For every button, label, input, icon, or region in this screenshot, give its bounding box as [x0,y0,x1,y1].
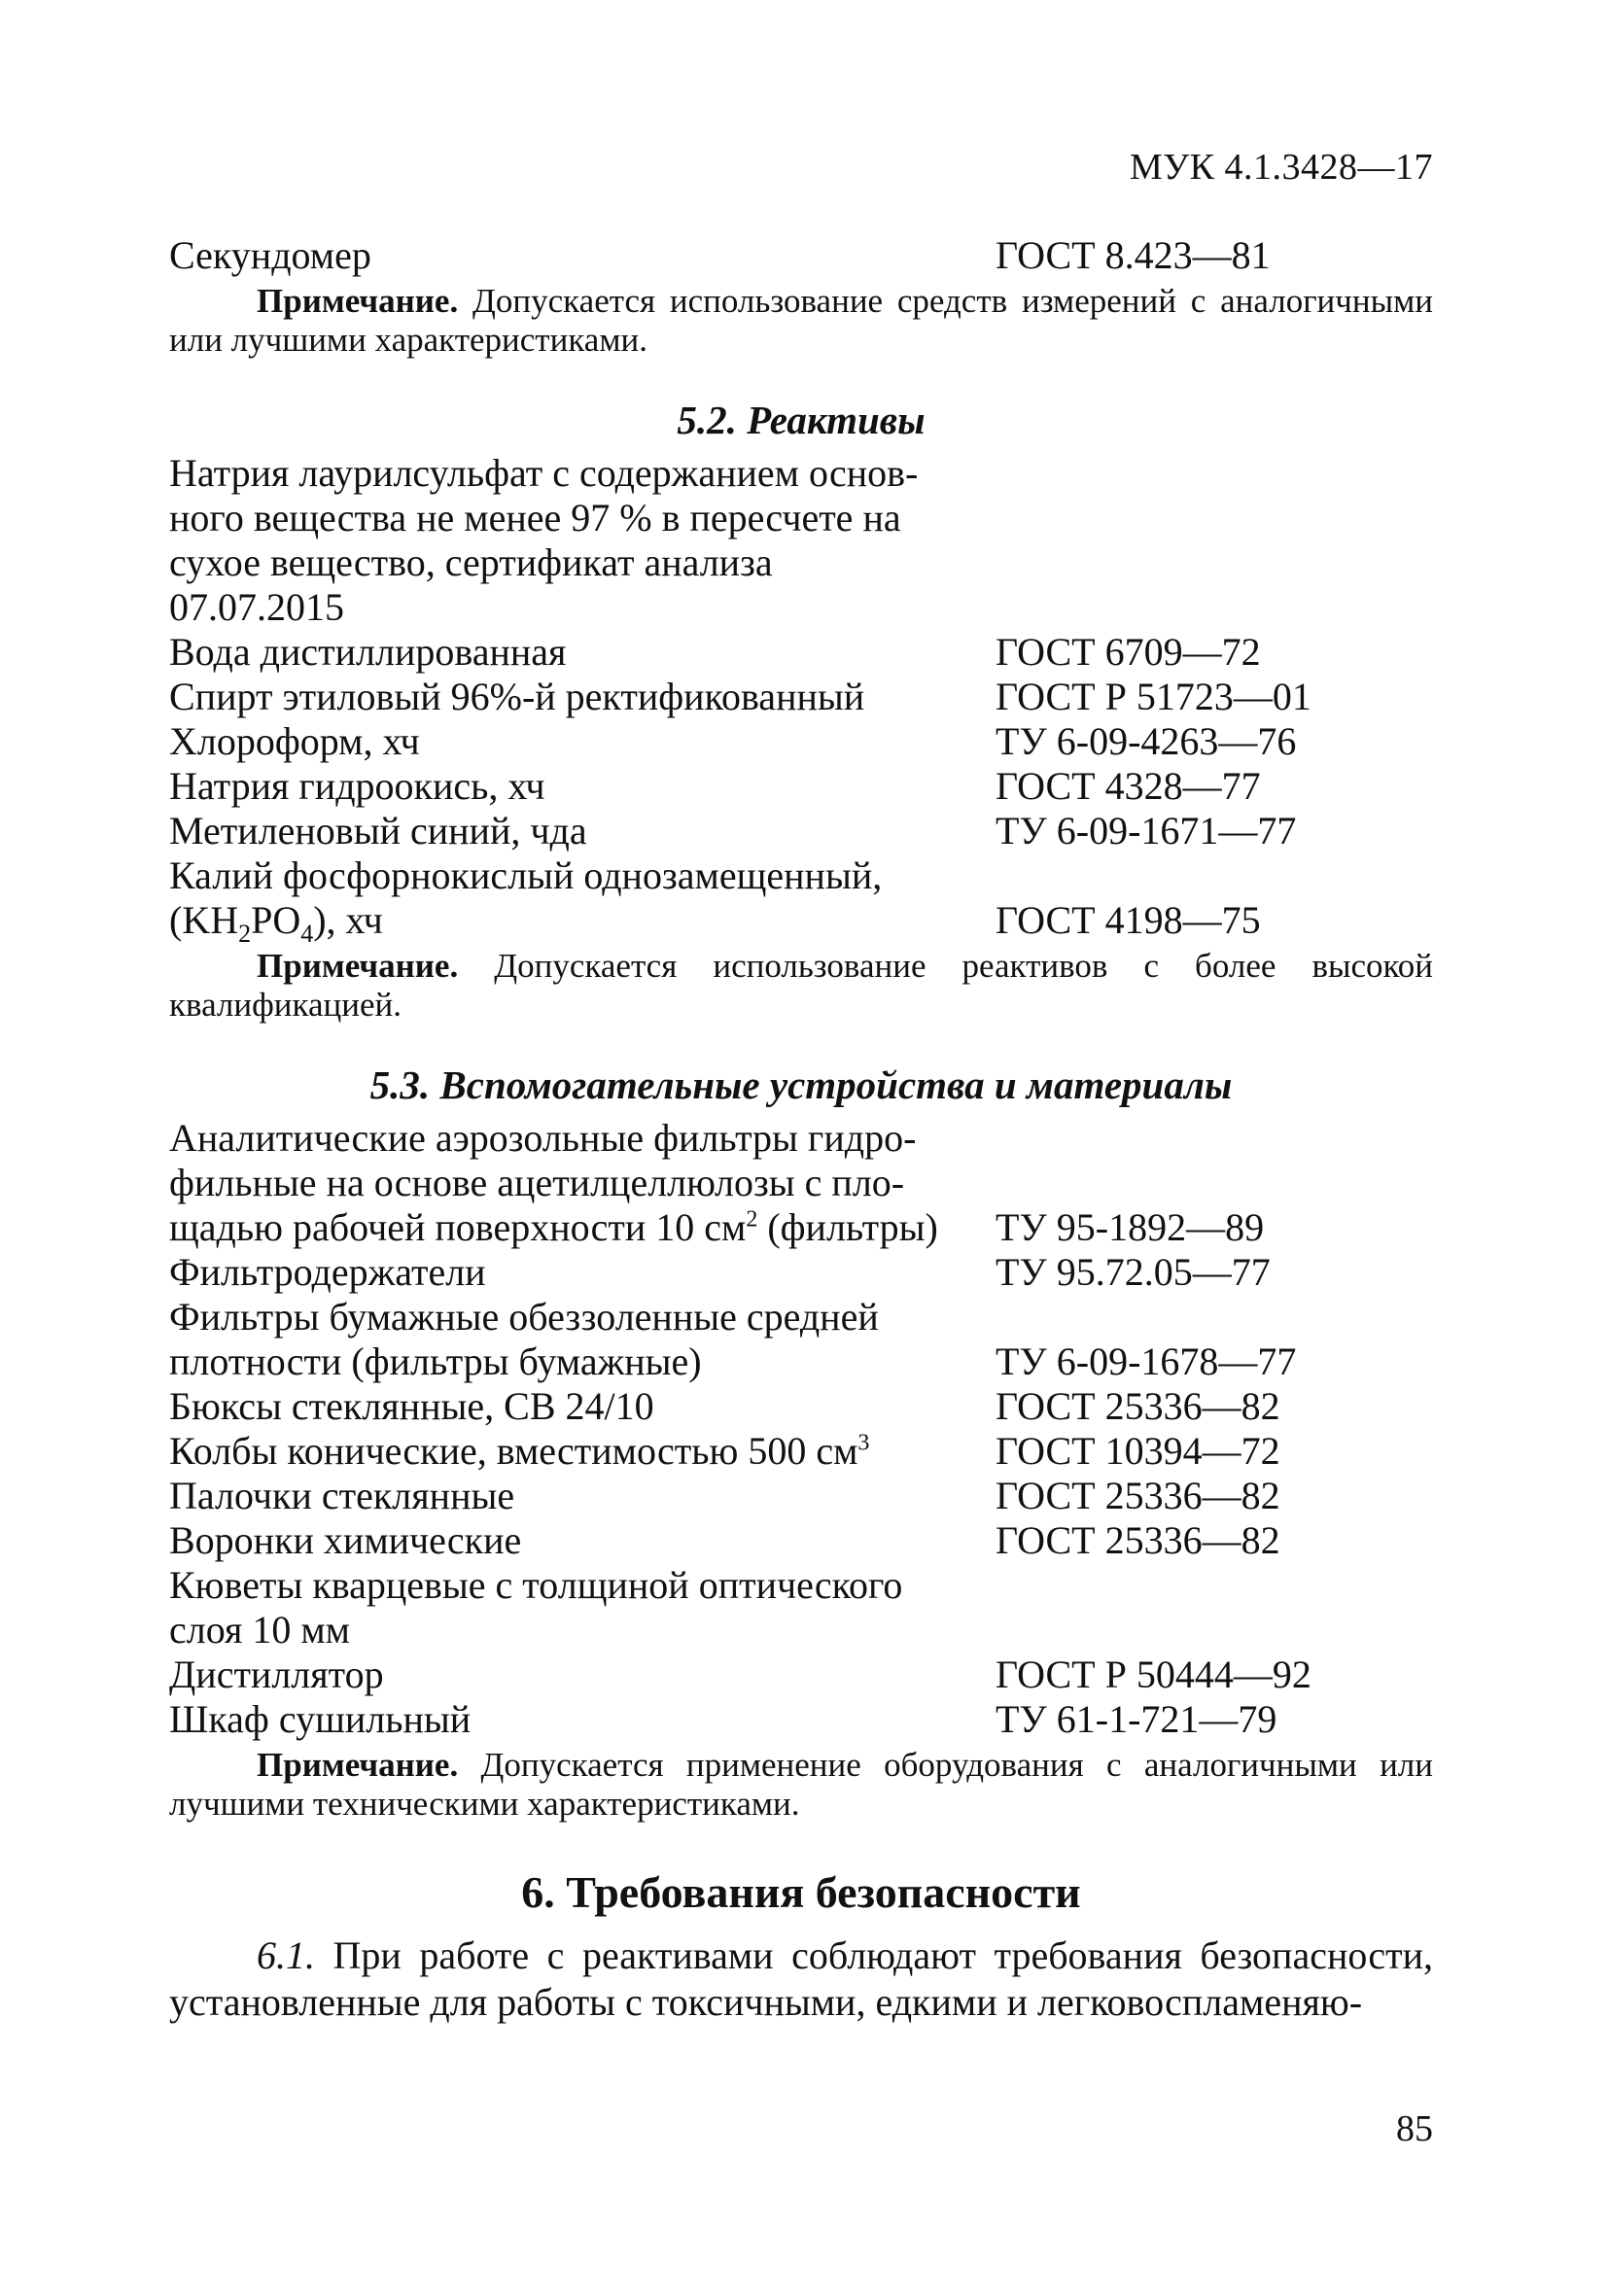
formula-part: ), хч [313,898,383,942]
subsection-title-auxiliary: 5.3. Вспомогательные устройства и материалы [369,1062,1233,1107]
reagent-row [169,764,1433,809]
reagent-name: Метиленовый синий, чда [169,809,587,852]
reagent-name [169,451,996,630]
material-name: Воронки химические [169,1518,522,1562]
material-name: слоя 10 мм [169,1608,350,1652]
reagent-row [169,630,1433,675]
reagent-row [169,898,1433,948]
reagent-name-line: сухое вещество, сертификат анализа [169,540,773,584]
material-name: Шкаф сушильный [169,1697,472,1741]
reagent-row [169,451,1433,630]
formula-subscript: 4 [300,920,314,948]
material-row [169,1161,1433,1205]
reagent-name: Вода дистиллированная [169,630,567,674]
reagent-standard: ТУ 6-09-1671—77 [996,809,1297,852]
equipment-name: Секундомер [169,233,371,277]
material-row [169,1116,1433,1161]
material-name: фильные на основе ацетилцеллюлозы с пло- [169,1161,905,1204]
reagent-name: Калий фосфорнокислый однозамещенный, [169,853,883,897]
reagent-standard: ТУ 6-09-4263—76 [996,719,1297,763]
material-name: Фильтродержатели [169,1250,486,1294]
material-standard: ГОСТ 25336—82 [996,1474,1280,1517]
material-name-part: (фильтры) [757,1205,938,1249]
reagent-standard: ГОСТ 6709—72 [996,630,1261,674]
material-row [169,1205,1433,1250]
material-name-part: щадью рабочей поверхности 10 см [169,1205,747,1249]
material-row [169,1563,1433,1608]
reagent-name-line: ного вещества не менее 97 % в пересчете на [169,496,901,539]
material-standard: ГОСТ Р 50444—92 [996,1652,1311,1696]
material-name [169,1205,996,1250]
reagent-standard: ГОСТ 4198—75 [996,898,1261,942]
superscript: 3 [857,1430,870,1456]
reagent-name-line: Натрия лаурилсульфат с содержанием основ- [169,451,919,495]
material-name: Аналитические аэрозольные фильтры гидро- [169,1116,917,1160]
material-name [169,1429,996,1474]
material-row [169,1339,1433,1384]
material-row [169,1295,1433,1339]
reagent-row [169,809,1433,853]
paragraph-number: 6.1. [257,1933,315,1977]
material-row [169,1652,1433,1697]
note-text: Допускается применение оборудования с аналогичными или лучшими техническими характеристиками. [169,1746,1433,1823]
material-name: Кюветы кварцевые с толщиной оптического [169,1563,903,1607]
note-label: Примечание. [257,1746,459,1784]
document-code-header: МУК 4.1.3428—17 [1129,147,1433,188]
material-standard: ГОСТ 10394—72 [996,1429,1280,1473]
note-label: Примечание. [257,947,459,985]
material-name: Дистиллятор [169,1652,384,1696]
note-measurement-instruments [169,282,1433,360]
reagent-standard: ГОСТ 4328—77 [996,764,1261,808]
material-standard: ГОСТ 25336—82 [996,1384,1280,1428]
material-standard: ГОСТ 25336—82 [996,1518,1280,1562]
page-content [169,233,1433,2026]
material-standard: ТУ 95.72.05—77 [996,1250,1271,1294]
note-equipment [169,1746,1433,1824]
page-number: 85 [1396,2108,1433,2149]
formula-part: (KH [169,898,239,942]
material-row [169,1608,1433,1652]
superscript: 2 [746,1206,758,1233]
material-row [169,1697,1433,1742]
reagent-formula [169,898,996,948]
material-row [169,1429,1433,1474]
material-name: плотности (фильтры бумажные) [169,1339,702,1383]
paragraph-6-1 [169,1932,1433,2026]
note-text: Допускается использование средств измерений с аналогичными или лучшими характеристиками. [169,282,1434,359]
formula-part: PO [251,898,301,942]
formula-subscript: 2 [238,920,252,948]
material-row [169,1518,1433,1563]
reagent-standard: ГОСТ Р 51723—01 [996,675,1311,718]
material-row [169,1384,1433,1429]
note-text: Допускается использование реактивов с более высокой квалификацией. [169,947,1434,1024]
reagent-name: Натрия гидроокись, хч [169,764,545,808]
note-reagents [169,947,1433,1025]
reagent-row [169,719,1433,764]
equipment-standard: ГОСТ 8.423—81 [996,233,1271,277]
material-standard: ТУ 6-09-1678—77 [996,1339,1297,1383]
reagent-name-line: 07.07.2015 [169,585,344,629]
section-title-safety: 6. Требования безопасности [521,1867,1081,1917]
reagent-name: Хлороформ, хч [169,719,420,763]
material-name: Фильтры бумажные обеззоленные средней [169,1295,879,1339]
material-name: Палочки стеклянные [169,1474,515,1517]
paragraph-text: При работе с реактивами соблюдают требования безопасности, установленные для работы с токсичными, едкими и легковоспламеняю- [169,1933,1433,2024]
reagent-row [169,853,1433,898]
material-standard: ТУ 61-1-721—79 [996,1697,1277,1741]
material-name: Бюксы стеклянные, СВ 24/10 [169,1384,654,1428]
reagent-row [169,675,1433,719]
material-row [169,1250,1433,1295]
note-label: Примечание. [257,282,459,320]
reagent-name: Спирт этиловый 96%-й ректификованный [169,675,865,718]
subsection-title-reagents: 5.2. Реактивы [677,398,926,442]
material-standard: ТУ 95-1892—89 [996,1205,1265,1249]
equipment-row [169,233,1433,278]
material-name-part: Колбы конические, вместимостью 500 см [169,1429,858,1473]
material-row [169,1474,1433,1518]
